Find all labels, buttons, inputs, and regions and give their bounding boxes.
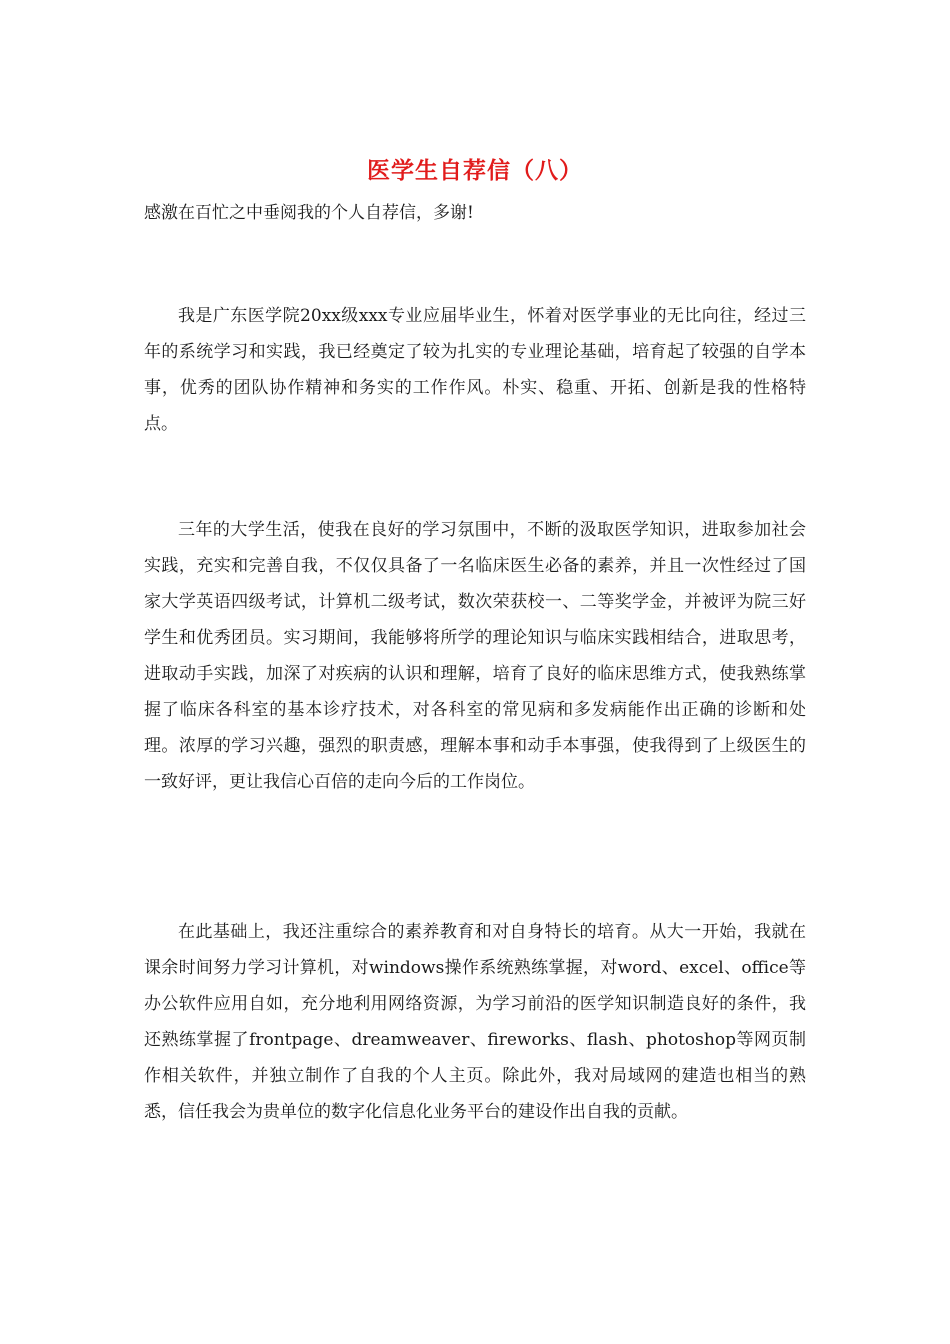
paragraph-3: 在此基础上，我还注重综合的素养教育和对自身特长的培育。从大一开始，我就在课余时间努力学习计算机，对windows操作系统熟练掌握，对word、excel、office等办公软件应用自如，充分地利用网络资源，为学习前沿的医学知识制造良好的条件，我还熟练掌握了frontpage、dreamweaver、fireworks、flash、photoshop等网页制作相关软件，并独立制作了自我的个人主页。除此外，我对局域网的建造也相当的熟悉，信任我会为贵单位的数字化信息化业务平台的建设作出自我的贡献。 <box>144 922 806 1122</box>
paragraph-2: 三年的大学生活，使我在良好的学习氛围中，不断的汲取医学知识，进取参加社会实践，充实和完善自我，不仅仅具备了一名临床医生必备的素养，并且一次性经过了国家大学英语四级考试，计算机二级考试，数次荣获校一、二等奖学金，并被评为院三好学生和优秀团员。实习期间，我能够将所学的理论知识与临床实践相结合，进取思考，进取动手实践，加深了对疾病的认识和理解，培育了良好的临床思维方式，使我熟练掌握了临床各科室的基本诊疗技术，对各科室的常见病和多发病能作出正确的诊断和处理。浓厚的学习兴趣，强烈的职责感，理解本事和动手本事强，使我得到了上级医生的一致好评，更让我信心百倍的走向今后的工作岗位。 <box>144 520 806 792</box>
document-title: 医学生自荐信（八） <box>367 157 583 184</box>
paragraph-1: 我是广东医学院20xx级xxx专业应届毕业生，怀着对医学事业的无比向往，经过三年的系统学习和实践，我已经奠定了较为扎实的专业理论基础，培育起了较强的自学本事，优秀的团队协作精神和务实的工作作风。朴实、稳重、开拓、创新是我的性格特点。 <box>144 306 806 434</box>
greeting-line: 感激在百忙之中垂阅我的个人自荐信，多谢! <box>144 203 474 223</box>
